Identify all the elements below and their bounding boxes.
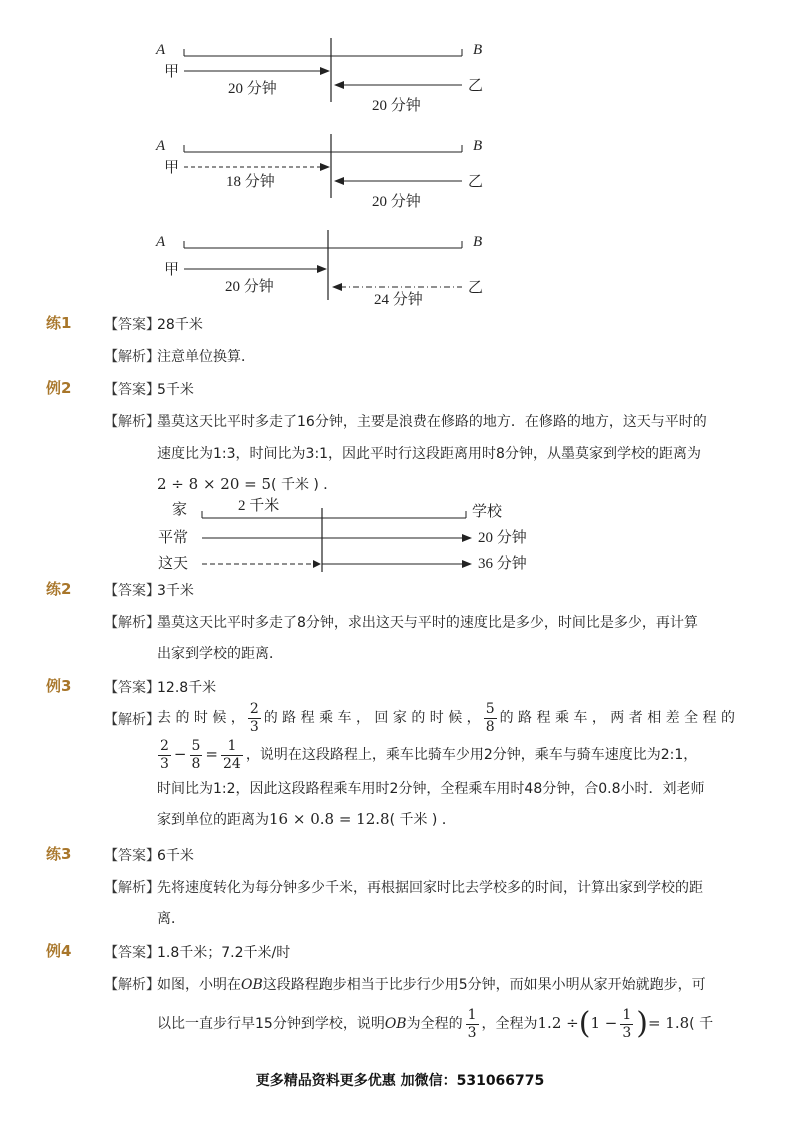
label-jia: 甲 [164,160,180,176]
label-b: B [473,42,483,58]
formula-unit: ( 千米 ) ． [271,477,338,493]
item-tag-li4: 例4 [46,942,72,960]
jia-time: 18 分钟 [226,174,275,190]
label-a: A [156,138,166,154]
answer-label: 【答案】 [104,848,160,864]
item-tag-li3: 例3 [46,677,72,695]
formula-unit: ( 千米 ) ． [389,812,456,828]
analysis-label: 【解析】 [104,880,160,896]
label-today: 这天 [158,556,189,572]
text-segment: 为全程的 [406,1016,463,1032]
label-a: A [156,42,166,58]
item-tag-li2: 例2 [46,379,72,397]
paren-close: ) [636,1006,648,1041]
analysis-formula [157,474,337,494]
diagram-home-school [150,496,527,578]
segment-ob: OB [384,1016,407,1032]
label-normal: 平常 [158,530,189,546]
text-segment: ，全程为 [481,1016,538,1032]
answer-text: 28千米 [157,317,203,333]
item-tag-lian3: 练3 [46,845,72,863]
fraction: $\frac{5}{8}$ [191,737,201,772]
diagram-meet-1 [150,38,500,118]
answer-label: 【答案】 [104,317,160,333]
jia-time: 20 分钟 [228,81,277,97]
label-distance: 2 千米 [238,498,280,514]
formula: 1 − [590,1014,618,1032]
fraction: $\frac{2}{3}$ [160,737,169,772]
text-segment: 家到单位的距离为 [157,812,269,828]
text-segment: 以比一直步行早15分钟到学校，说明 [157,1016,385,1032]
formula: = 1.8 [647,1014,690,1032]
label-b: B [473,234,483,250]
analysis-text: 注意单位换算． [157,349,255,365]
diagram-meet-2 [150,134,500,214]
analysis-label: 【解析】 [104,615,160,631]
answer-text: 12.8千米 [157,680,217,696]
fraction: $\frac{1}{3}$ [467,1006,477,1041]
analysis-label: 【解析】 [104,712,160,728]
label-a: A [156,234,166,250]
normal-time: 20 分钟 [478,530,527,546]
analysis-label: 【解析】 [104,349,160,365]
answer-label: 【答案】 [104,382,160,398]
fraction: $\frac{2}{3}$ [249,700,259,735]
label-yi: 乙 [468,280,484,296]
formula: 1.2 ÷ [537,1014,579,1032]
footer-promo: 更多精品资料更多优惠 加微信：531066775 [255,1073,545,1089]
answer-label: 【答案】 [104,583,160,599]
text-segment: 去 的 时 候 ， [157,710,245,726]
formula-unit: ( 千 [689,1016,714,1032]
text-segment: 的 路 程 乘 车 ， 回 家 的 时 候 ， [263,710,481,726]
answer-label: 【答案】 [104,680,160,696]
segment-ob: OB [241,977,263,993]
analysis-line: 先将速度转化为每分钟多少千米，再根据回家时比去学校多的时间，计算出家到学校的距 [157,880,703,896]
analysis-line: 速度比为1:3，时间比为3:1，因此平时行这段距离用时8分钟，从墨莫家到学校的距离为 [157,446,701,462]
analysis-label: 【解析】 [104,414,160,430]
answer-text: 1.8千米；7.2千米/时 [157,945,291,961]
label-home: 家 [172,502,188,518]
answer-text: 5千米 [157,382,194,398]
text-segment: ，说明在这段路程上，乘车比骑车少用2分钟，乘车与骑车速度比为2:1， [245,747,698,763]
answer-text: 6千米 [157,848,194,864]
label-jia: 甲 [164,64,180,80]
text-segment: 的 路 程 乘 车 ， 两 者 相 差 全 程 的 [499,710,736,726]
analysis-line: 时间比为1:2，因此这段路程乘车用时2分钟，全程乘车用时48分钟，合0.8小时．刘老师 [157,781,705,797]
equals-sign: = [205,745,218,763]
analysis-line [157,700,735,736]
diagram-meet-3 [150,230,500,310]
label-jia: 甲 [164,262,180,278]
analysis-line [157,809,456,829]
today-time: 36 分钟 [478,556,527,572]
answer-label: 【答案】 [104,945,160,961]
formula: 16 × 0.8 = 12.8 [269,810,390,828]
label-b: B [473,138,483,154]
yi-time: 20 分钟 [372,98,421,114]
jia-time: 20 分钟 [225,279,274,295]
label-yi: 乙 [468,174,484,190]
fraction: $\frac{5}{8}$ [485,700,495,735]
analysis-line: 墨莫这天比平时多走了16分钟，主要是浪费在修路的地方．在修路的地方，这天与平时的 [157,414,707,430]
yi-time: 24 分钟 [374,292,423,308]
text-segment: 如图，小明在 [157,977,241,993]
fraction: $\frac{1}{24}$ [223,737,241,772]
answer-text: 3千米 [157,583,194,599]
paren-open: ( [578,1006,591,1041]
analysis-line [155,736,697,773]
item-tag-lian2: 练2 [46,580,72,598]
analysis-line: 出家到学校的距离． [157,646,283,662]
label-school: 学校 [472,504,503,520]
analysis-line [157,1004,713,1043]
analysis-line [157,974,706,994]
text-segment: 这段路程跑步相当于比步行少用5分钟，而如果小明从家开始就跑步，可 [262,977,706,993]
yi-time: 20 分钟 [372,194,421,210]
fraction: $\frac{1}{3}$ [622,1006,632,1041]
analysis-line: 墨莫这天比平时多走了8分钟，求出这天与平时的速度比是多少，时间比是多少，再计算 [157,615,698,631]
formula: 2 ÷ 8 × 20 = 5 [157,475,272,493]
minus-sign: − [173,745,187,763]
analysis-line: 离． [157,911,185,927]
analysis-label: 【解析】 [104,977,160,993]
label-yi: 乙 [468,78,484,94]
item-tag-lian1: 练1 [46,314,72,332]
